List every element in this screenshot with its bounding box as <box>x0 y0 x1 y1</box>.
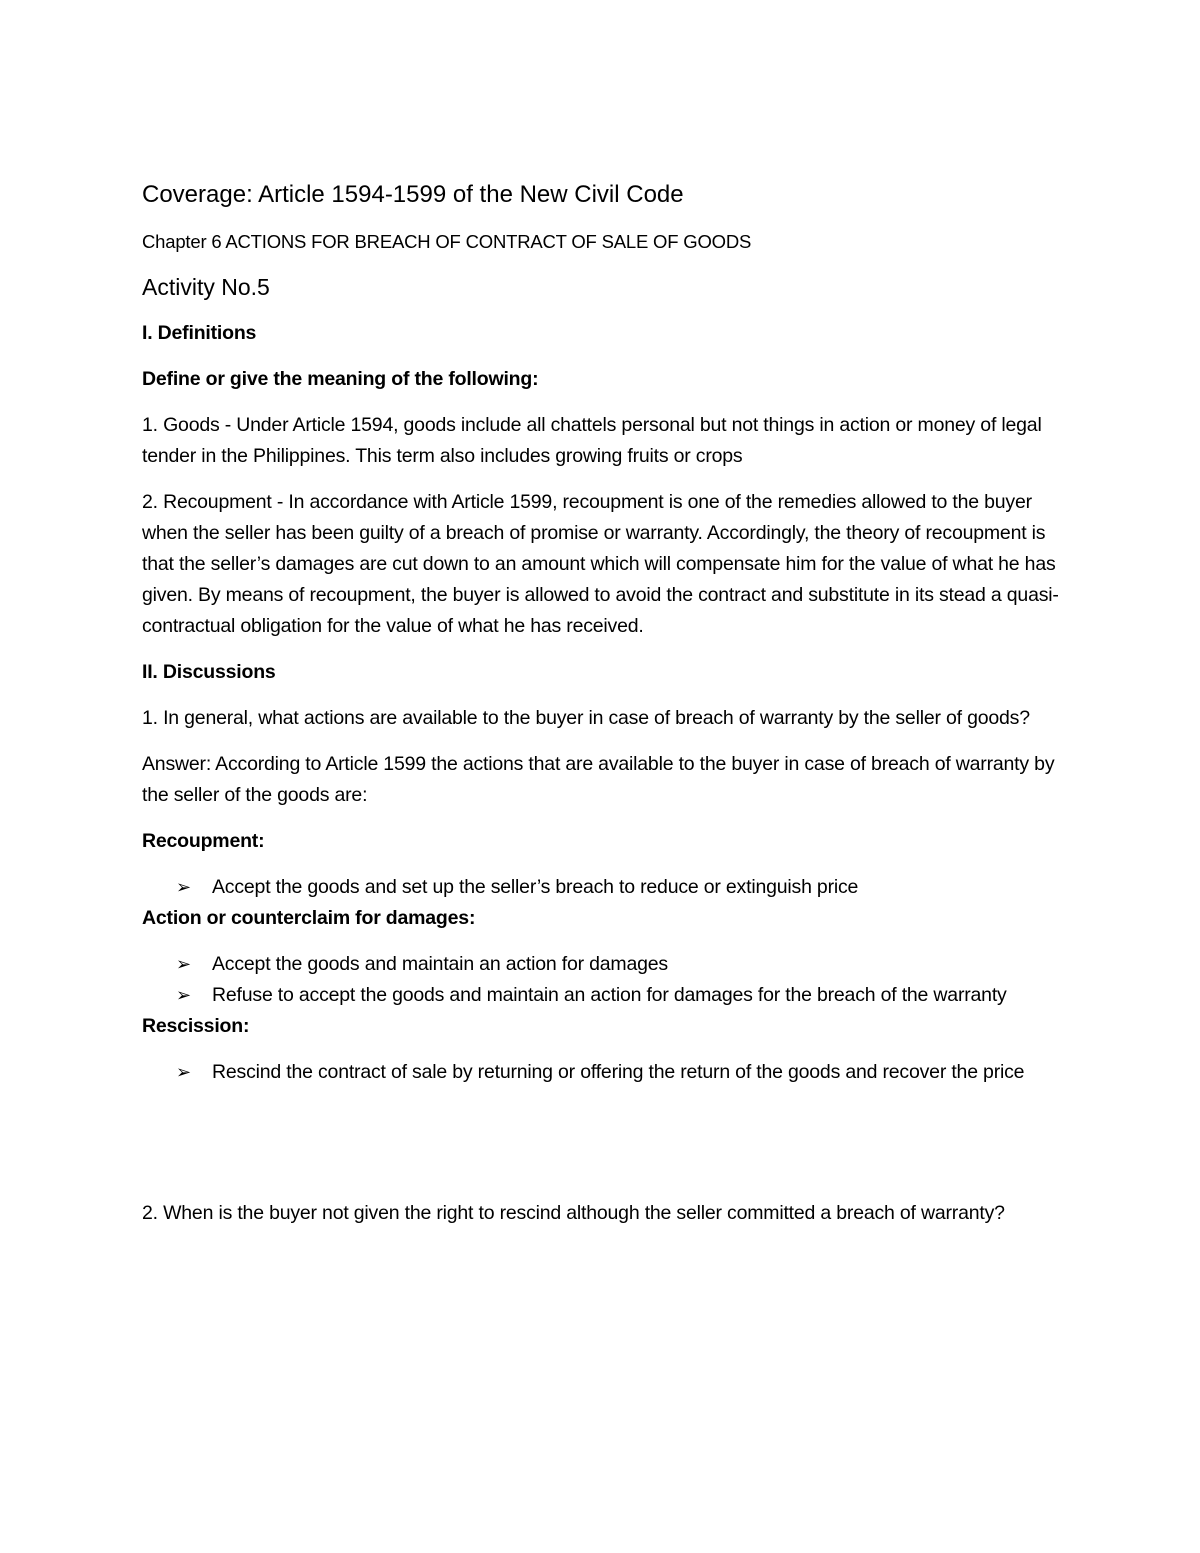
answer-1: Answer: According to Article 1599 the actions that are available to the buyer in case of breach of warranty by the seller of the goods are: <box>142 753 1055 806</box>
damages-label: Action or counterclaim for damages: <box>142 907 476 929</box>
activity-title: Activity No.5 <box>142 274 270 300</box>
list-item-text: Accept the goods and maintain an action for damages <box>212 953 668 975</box>
arrow-bullet-icon: ➢ <box>176 954 191 974</box>
document-body <box>142 180 1062 1229</box>
definitions-instruction: Define or give the meaning of the following: <box>142 368 539 390</box>
definition-goods: 1. Goods - Under Article 1594, goods include all chattels personal but not things in action or money of legal tender in the Philippines. This term also includes growing fruits or crops <box>142 414 1042 467</box>
list-item-text: Rescind the contract of sale by returning or offering the return of the goods and recover the price <box>212 1061 1025 1083</box>
list-item <box>142 949 1062 980</box>
question-1: 1. In general, what actions are available to the buyer in case of breach of warranty by the seller of goods? <box>142 707 1030 729</box>
rescission-label: Rescission: <box>142 1015 250 1037</box>
list-item <box>142 980 1062 1011</box>
coverage-line: Coverage: Article 1594-1599 of the New Civil Code <box>142 181 684 208</box>
list-item-text: Refuse to accept the goods and maintain an action for damages for the breach of the warranty <box>212 984 1007 1006</box>
chapter-title: Chapter 6 ACTIONS FOR BREACH OF CONTRACT OF SALE OF GOODS <box>142 231 752 252</box>
damages-list <box>142 949 1062 1011</box>
recoupment-label: Recoupment: <box>142 830 265 852</box>
arrow-bullet-icon: ➢ <box>176 985 191 1005</box>
spacer <box>142 1088 1062 1198</box>
recoupment-list <box>142 872 1062 903</box>
arrow-bullet-icon: ➢ <box>176 877 191 897</box>
list-item <box>142 872 1062 903</box>
list-item-text: Accept the goods and set up the seller’s breach to reduce or extinguish price <box>212 876 859 898</box>
discussions-heading: II. Discussions <box>142 661 276 683</box>
list-item <box>142 1057 1062 1088</box>
question-2: 2. When is the buyer not given the right to rescind although the seller committed a breach of warranty? <box>142 1202 1005 1224</box>
definitions-heading: I. Definitions <box>142 322 257 344</box>
arrow-bullet-icon: ➢ <box>176 1062 191 1082</box>
rescission-list <box>142 1057 1062 1088</box>
definition-recoupment: 2. Recoupment - In accordance with Article 1599, recoupment is one of the remedies allowed to the buyer when the seller has been guilty of a breach of promise or warranty. Accordingly, the theory of recoupment is that the seller’s damages are cut down to an amount which will compensate him for the value of what he has given. By means of recoupment, the buyer is allowed to avoid the contract and substitute in its stead a quasi-contractual obligation for the value of what he has received. <box>142 491 1059 637</box>
